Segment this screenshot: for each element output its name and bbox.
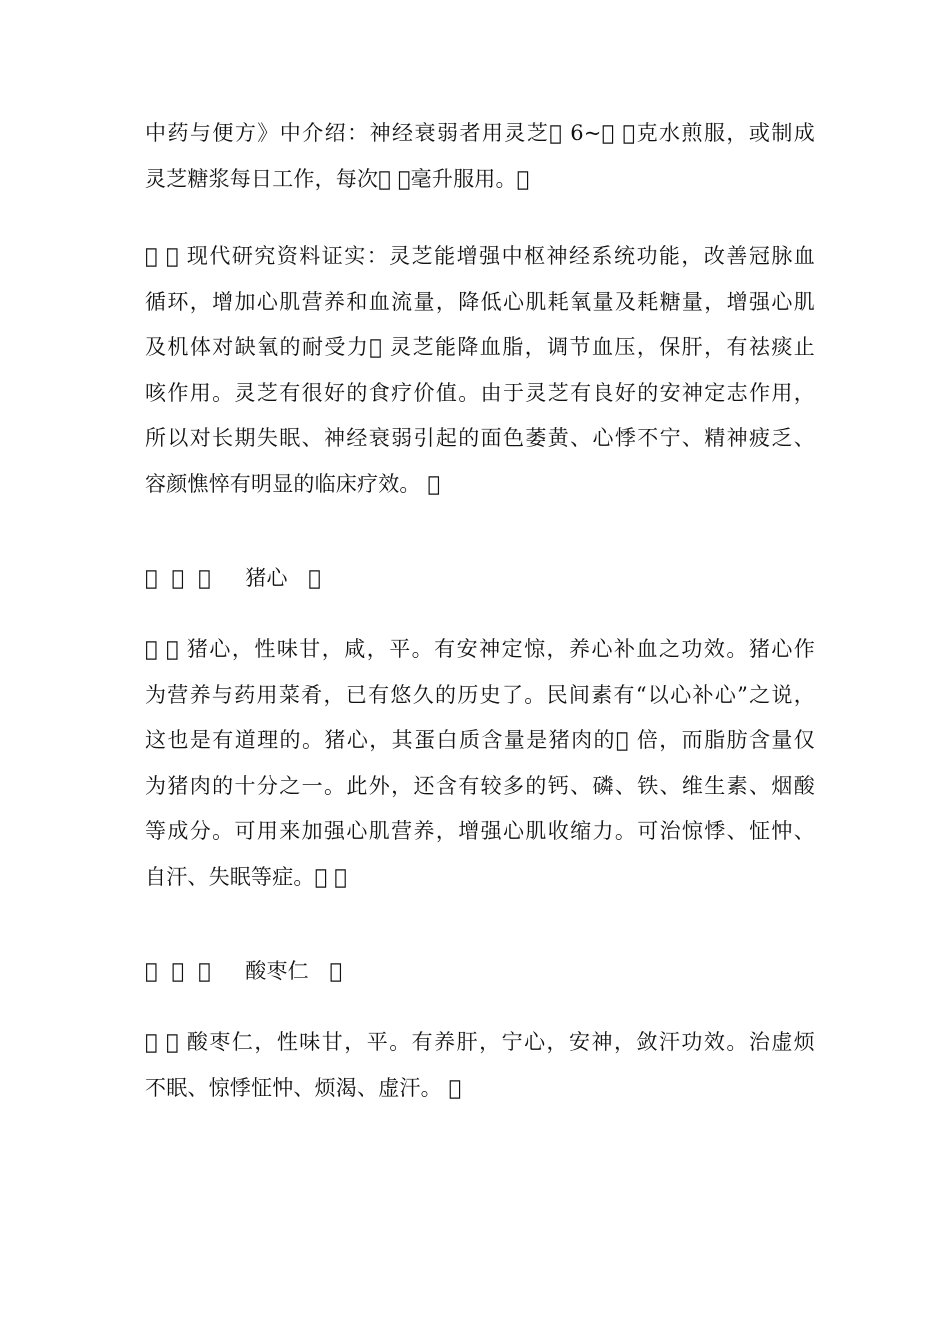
text-line: 容颜憔悴有明显的临床疗效。  : [145, 471, 441, 496]
text-line: 为营养与药用菜肴，已有悠久的历史了。民间素有“以心补心”之说，: [145, 682, 815, 707]
text-line: 咳作用。灵芝有很好的食疗价值。由于灵芝有良好的安神定志作用，: [145, 380, 815, 405]
text-line: 等成分。可用来加强心肌营养，增强心肌收缩力。可治惊悸、怔忡、: [145, 819, 815, 843]
text-line:     猪心，性味甘，咸，平。有安神定惊，养心补血之功效。猪心作: [145, 637, 815, 661]
text-line: 不眠、惊悸怔忡、烦渴、虚汗。  : [145, 1075, 462, 1100]
section-heading-pig-heart: [145, 556, 815, 602]
text-line:     现代研究资料证实：灵芝能增强中枢神经系统功能，改善冠脉血: [145, 244, 815, 268]
text-line: 所以对长期失眠、神经衰弱引起的面色萎黄、心悸不宁、精神疲乏、: [145, 426, 815, 450]
text-line: 为猪肉的十分之一。此外，还含有较多的钙、磷、铁、维生素、烟酸: [145, 773, 815, 798]
paragraph-jujube-seed: [145, 1020, 815, 1111]
paragraph-lingzhi-research: [145, 234, 815, 507]
section-heading:       猪心  : [145, 566, 322, 590]
paragraph-lingzhi-dosage: [145, 111, 815, 202]
section-heading:       酸枣仁  : [145, 959, 343, 983]
text-line:     酸枣仁，性味甘，平。有养肝，宁心，安神，敛汗功效。治虚烦: [145, 1030, 815, 1054]
section-heading-jujube-seed: [145, 949, 815, 995]
text-line: 循环，增加心肌营养和血流量，降低心肌耗氧量及耗糖量，增强心肌: [145, 289, 815, 314]
text-line: 中药与便方》中介绍：神经衰弱者用灵芝  6~   克水煎服，或制成: [145, 121, 815, 145]
text-line: 自汗、失眠等症。   : [145, 864, 348, 889]
text-line: 这也是有道理的。猪心，其蛋白质含量是猪肉的  倍，而脂肪含量仅: [145, 728, 815, 752]
text-line: 及机体对缺氧的耐受力  灵芝能降血脂，调节血压，保肝，有祛痰止: [145, 335, 815, 359]
text-line: 灵芝糖浆每日工作，每次   毫升服用。 : [145, 166, 530, 191]
paragraph-pig-heart: [145, 627, 815, 900]
